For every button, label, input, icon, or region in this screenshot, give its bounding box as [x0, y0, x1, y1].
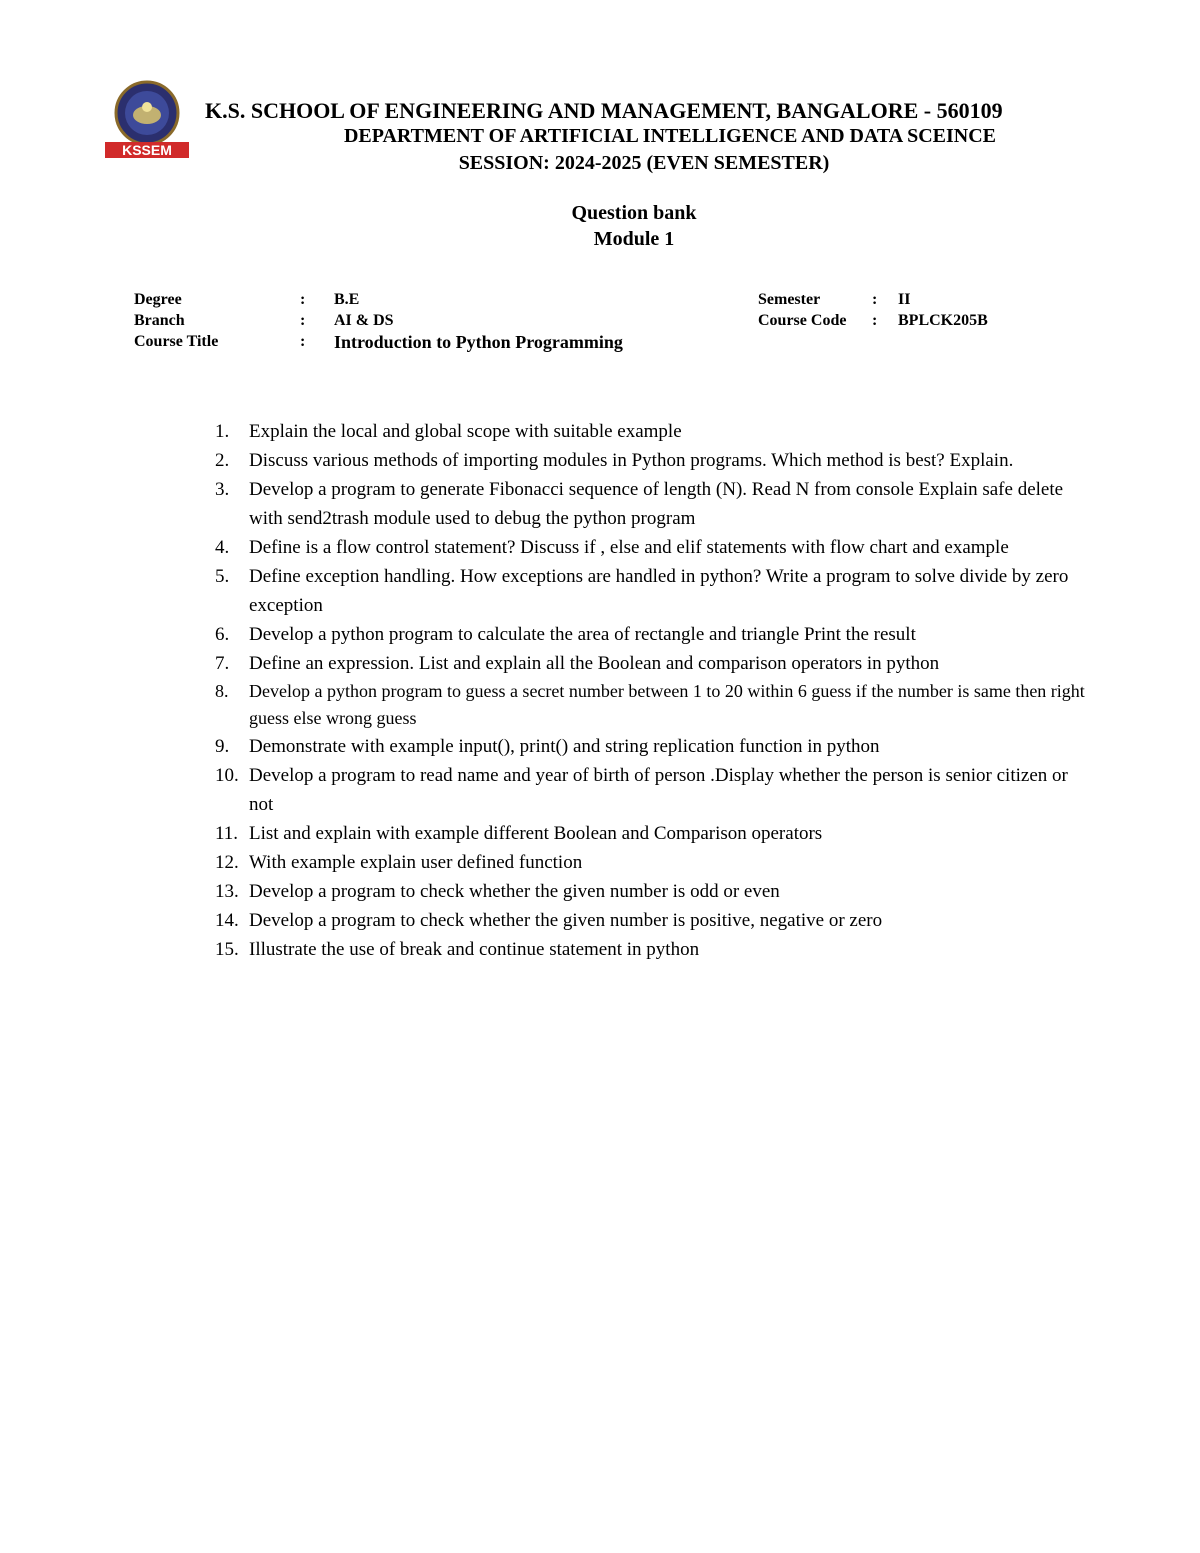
question-text: Develop a program to read name and year of birth of person .Display whether the person is senior citizen or not: [249, 765, 1068, 815]
question-number: 9.: [215, 736, 230, 757]
question-number: 13.: [215, 881, 239, 902]
course-code-value: BPLCK205B: [898, 312, 988, 329]
question-item: [215, 446, 1085, 475]
branch-colon: :: [300, 312, 306, 329]
question-number: 3.: [215, 479, 230, 500]
question-number: 6.: [215, 624, 230, 645]
branch-label: Branch: [134, 312, 185, 329]
question-number: 8.: [215, 681, 229, 701]
question-item: [215, 819, 1085, 848]
department-name: DEPARTMENT OF ARTIFICIAL INTELLIGENCE AND DATA SCEINCE: [343, 125, 997, 147]
institution-name: K.S. SCHOOL OF ENGINEERING AND MANAGEMENT, BANGALORE - 560109: [205, 98, 1003, 123]
question-text: Illustrate the use of break and continue statement in python: [249, 939, 700, 960]
question-text: Develop a program to generate Fibonacci sequence of length (N). Read N from console Explain safe delete with send2trash module used to debug the python program: [249, 479, 1064, 529]
question-text: Discuss various methods of importing modules in Python programs. Which method is best? Explain.: [249, 450, 1014, 471]
session-line: SESSION: 2024-2025 (EVEN SEMESTER): [458, 152, 830, 174]
question-item: [215, 562, 1085, 620]
question-text: Explain the local and global scope with suitable example: [249, 421, 682, 442]
question-number: 15.: [215, 939, 239, 960]
question-number: 2.: [215, 450, 230, 471]
question-item: [215, 732, 1085, 761]
doc-title: Question bank: [571, 202, 697, 224]
question-text: With example explain user defined function: [249, 852, 583, 873]
course-title-label: Course Title: [134, 333, 219, 350]
question-text: Demonstrate with example input(), print() and string replication function in python: [249, 736, 880, 757]
question-item: [215, 620, 1085, 649]
question-item: [215, 877, 1085, 906]
course-title-value: Introduction to Python Programming: [334, 332, 623, 352]
semester-label: Semester: [758, 291, 821, 308]
question-text: Define is a flow control statement? Discuss if , else and elif statements with flow chart and example: [249, 537, 1009, 558]
question-item: [215, 906, 1085, 935]
branch-value: AI & DS: [334, 312, 394, 329]
question-number: 10.: [215, 765, 239, 786]
question-item: [215, 649, 1085, 678]
question-number: 1.: [215, 421, 230, 442]
question-list: [215, 417, 1085, 964]
question-text: Develop a program to check whether the given number is odd or even: [249, 881, 780, 902]
question-text: Define exception handling. How exceptions are handled in python? Write a program to solve divide by zero exception: [249, 566, 1069, 616]
question-item: [215, 533, 1085, 562]
course-code-colon: :: [872, 312, 878, 329]
course-code-label: Course Code: [758, 312, 847, 329]
semester-colon: :: [872, 291, 878, 308]
module-title: Module 1: [593, 228, 675, 250]
question-text: List and explain with example different Boolean and Comparison operators: [249, 823, 823, 844]
question-item: [215, 761, 1085, 819]
degree-colon: :: [300, 291, 306, 308]
course-title-colon: :: [300, 333, 306, 350]
question-item: [215, 848, 1085, 877]
question-number: 5.: [215, 566, 230, 587]
question-text: Develop a python program to guess a secret number between 1 to 20 within 6 guess if the number is same then right guess else wrong guess: [249, 681, 1085, 728]
semester-value: II: [898, 291, 911, 308]
logo-text: KSSEM: [122, 142, 172, 158]
question-item: [215, 935, 1085, 964]
question-item: [215, 678, 1085, 732]
college-logo: [104, 80, 190, 162]
question-text: Develop a python program to calculate the area of rectangle and triangle Print the result: [249, 624, 916, 645]
question-number: 4.: [215, 537, 230, 558]
degree-label: Degree: [134, 291, 182, 308]
question-item: [215, 417, 1085, 446]
question-text: Develop a program to check whether the given number is positive, negative or zero: [249, 910, 883, 931]
question-item: [215, 475, 1085, 533]
degree-value: B.E: [334, 291, 360, 308]
question-number: 7.: [215, 653, 230, 674]
question-text: Define an expression. List and explain all the Boolean and comparison operators in python: [249, 653, 940, 674]
question-number: 12.: [215, 852, 239, 873]
question-number: 14.: [215, 910, 239, 931]
question-number: 11.: [215, 823, 239, 844]
